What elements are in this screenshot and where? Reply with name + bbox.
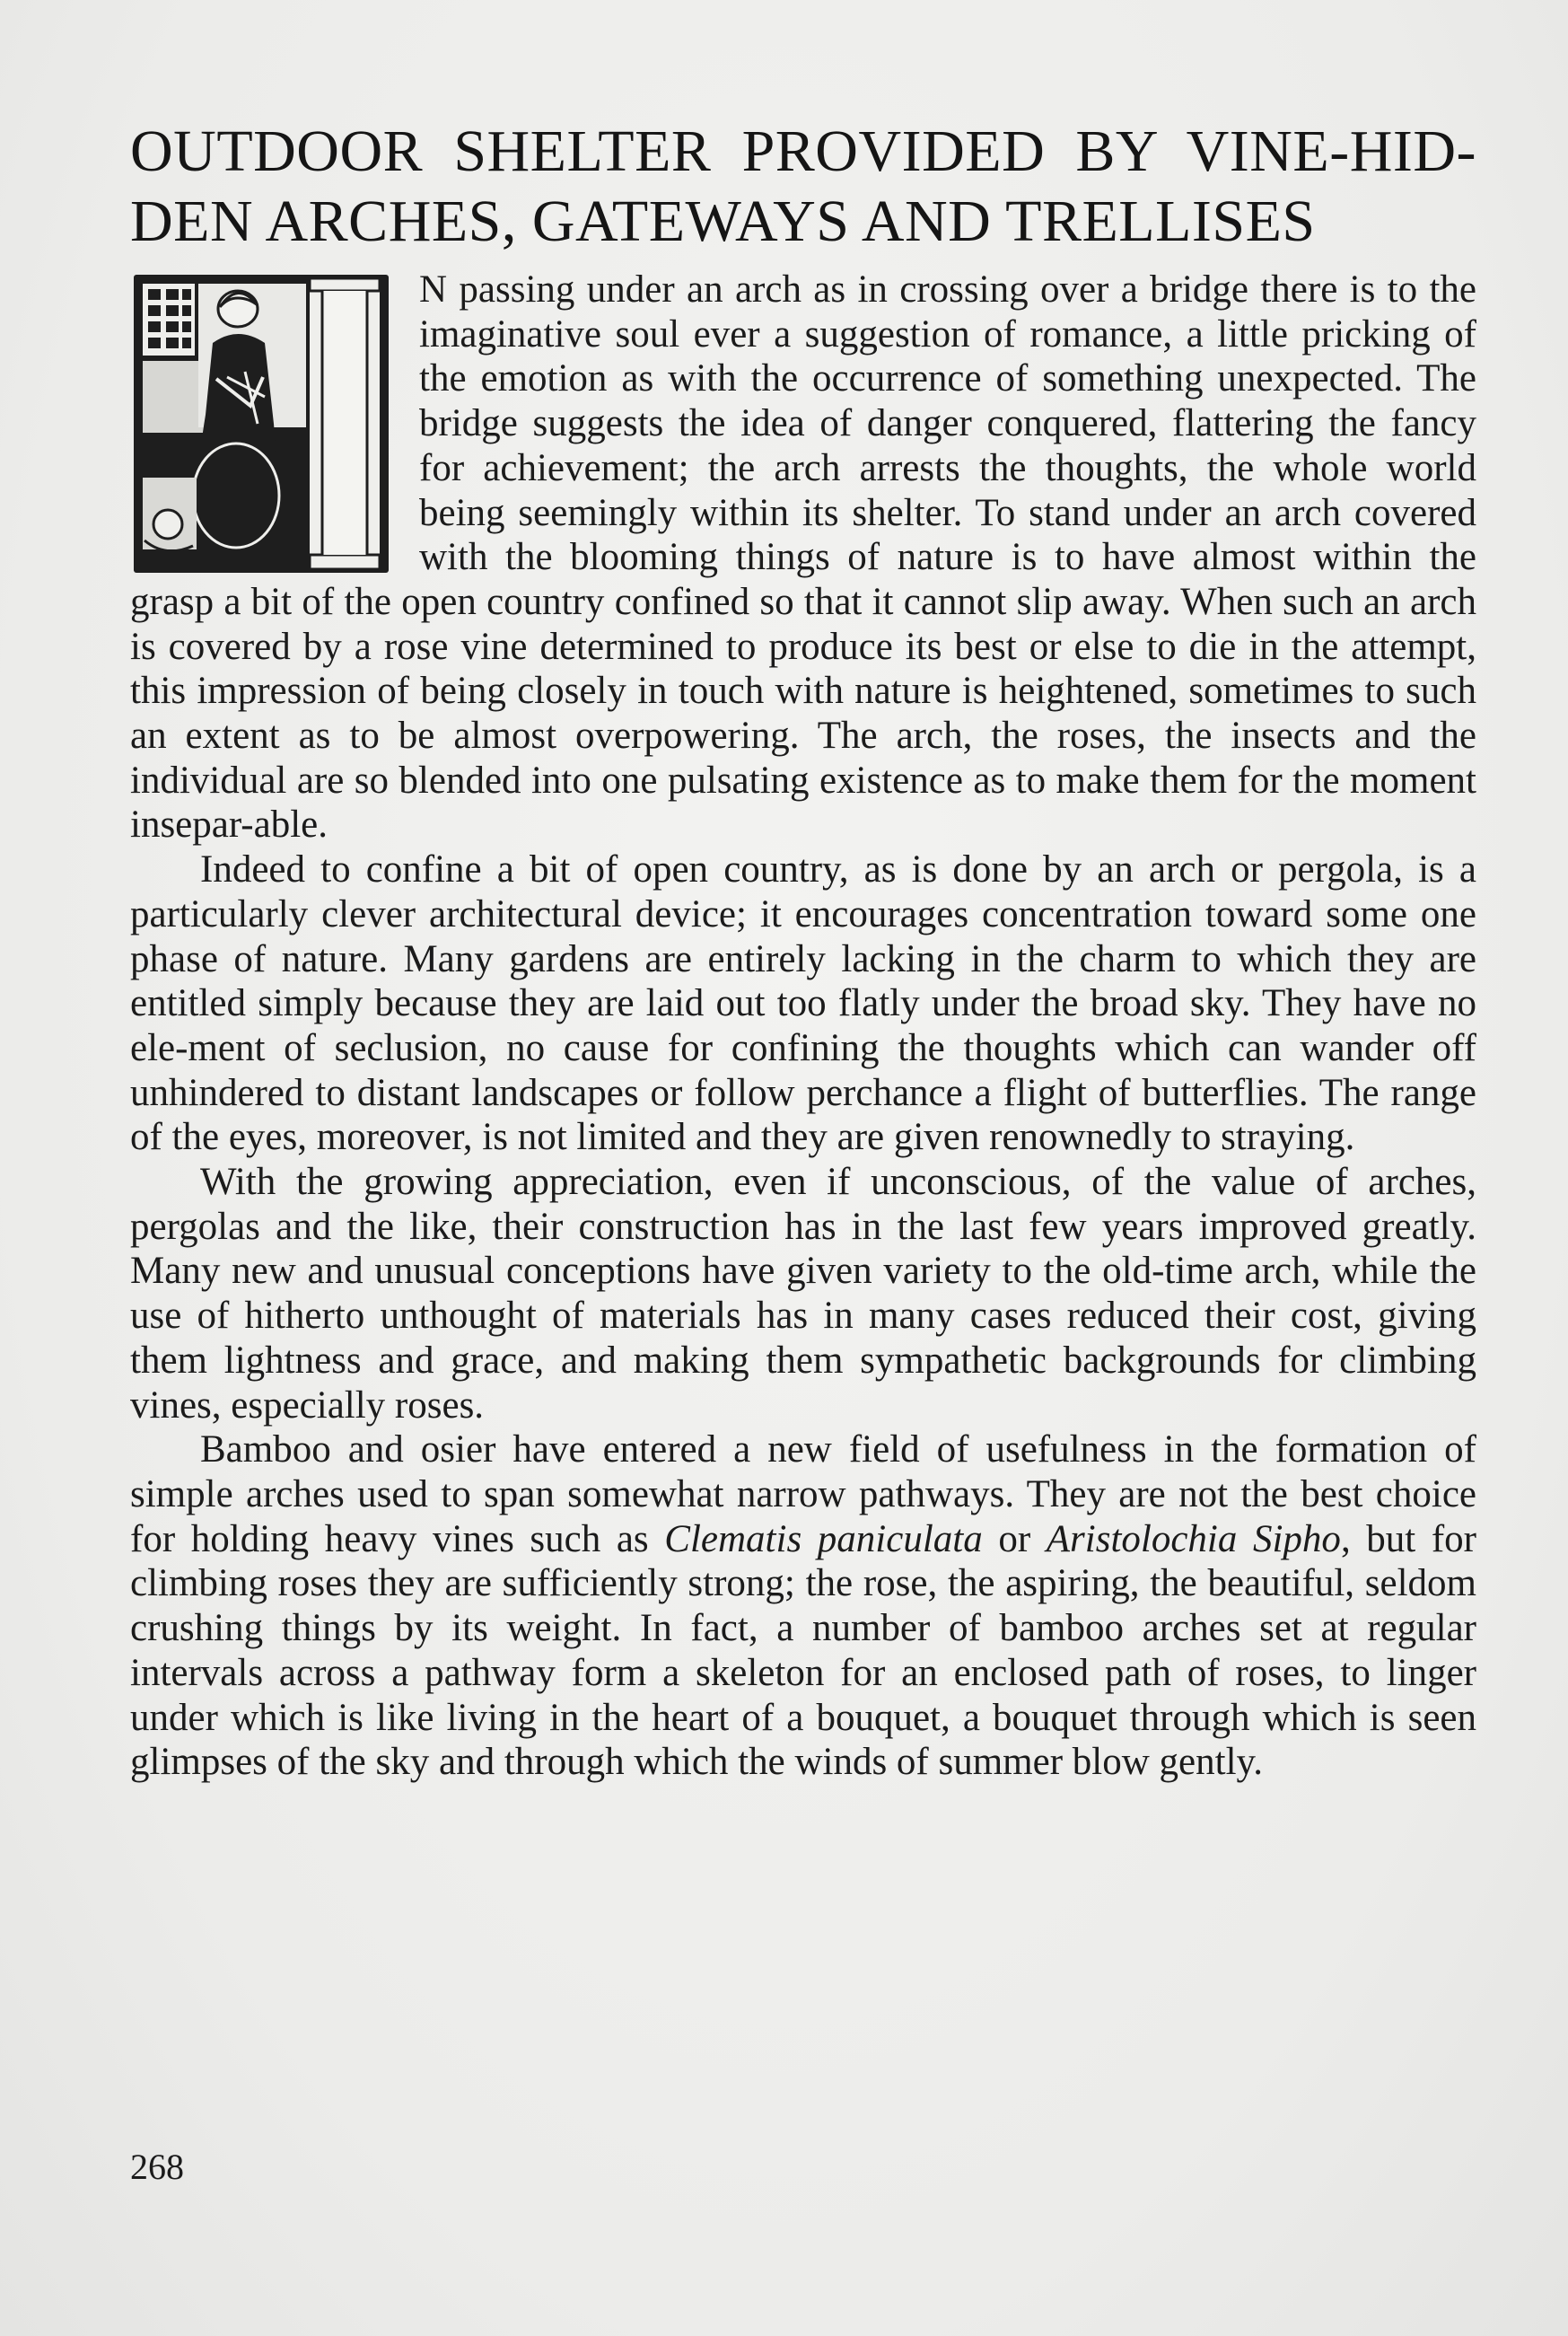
paragraph-3: With the growing appreciation, even if unconscious, of the value of arches, pergolas and the like, their construction has in the last few years improved greatly. Many new and unusual conceptions have given variety to the old-time arch, while the use of hitherto unthought of materials has in many cases reduced their cost, giving them lightness and grace, and making them sympathetic backgrounds for climbing vines, especially roses. [130,1161,1476,1427]
paragraph-4-part-3: , but for climbing roses they are sufficiently strong; the rose, the aspiring, the beautiful, seldom crushing things by its weight. In fact, a number of bamboo arches set at regular intervals across a pathway form a skeleton for an enclosed path of roses, to linger under which is like living in the heart of a bouquet, a bouquet through which is seen glimpses of the sky and through which the winds of summer blow gently. [130,1517,1476,1784]
title-line-1: OUTDOOR SHELTER PROVIDED BY VINE-HID- [130,119,1476,184]
species-name-aristolochia: Aristolochia Sipho [1046,1517,1341,1560]
article-column [130,117,1476,1785]
article-title [130,117,1476,257]
page-number: 268 [130,2147,184,2187]
decorated-initial-illustration [130,271,392,576]
article-body [130,268,1476,1785]
species-name-clematis: Clematis paniculata [664,1517,983,1560]
paragraph-4-part-1: Bamboo and osier have entered a new field of usefulness in the formation of simple arches used to span somewhat narrow pathways. They are not the best choice for holding heavy vines such as [130,1428,1476,1560]
woman-knitting-illustration-icon [130,271,392,576]
paragraph-4-part-2: or [982,1517,1047,1560]
paragraph-2: Indeed to confine a bit of open country, as is done by an arch or pergola, is a particularly clever architectural device; it encourages concentration toward some one phase of nature. Many gardens are entirely lacking in the charm to which they are entitled simply because they are laid out too flatly under the broad sky. They have no ele-ment of seclusion, no cause for confining the thoughts which can wander off unhindered to distant landscapes or follow perchance a flight of butterflies. The range of the eyes, moreover, is not limited and they are given renownedly to straying. [130,848,1476,1159]
title-line-2: DEN ARCHES, GATEWAYS AND TRELLISES [130,189,1316,254]
paragraph-4 [130,1427,1476,1785]
paragraph-1: N passing under an arch as in crossing over a bridge there is to the imaginative soul ever a suggestion of romance, a little pricking of the emotion as with the occurrence of something unexpected. The bridge suggests the idea of danger conquered, flattering the fancy for achievement; the arch arrests the thoughts, the whole world being seemingly within its shelter. To stand under an arch covered with the blooming things of nature is to have almost within the grasp a bit of the open country confined so that it cannot slip away. When such an arch is covered by a rose vine determined to produce its best or else to die in the attempt, this impression of being closely in touch with nature is heightened, sometimes to such an extent as to be almost overpowering. The arch, the roses, the insects and the individual are so blended into one pulsating existence as to make them for the moment insepar-able. [130,268,1476,847]
